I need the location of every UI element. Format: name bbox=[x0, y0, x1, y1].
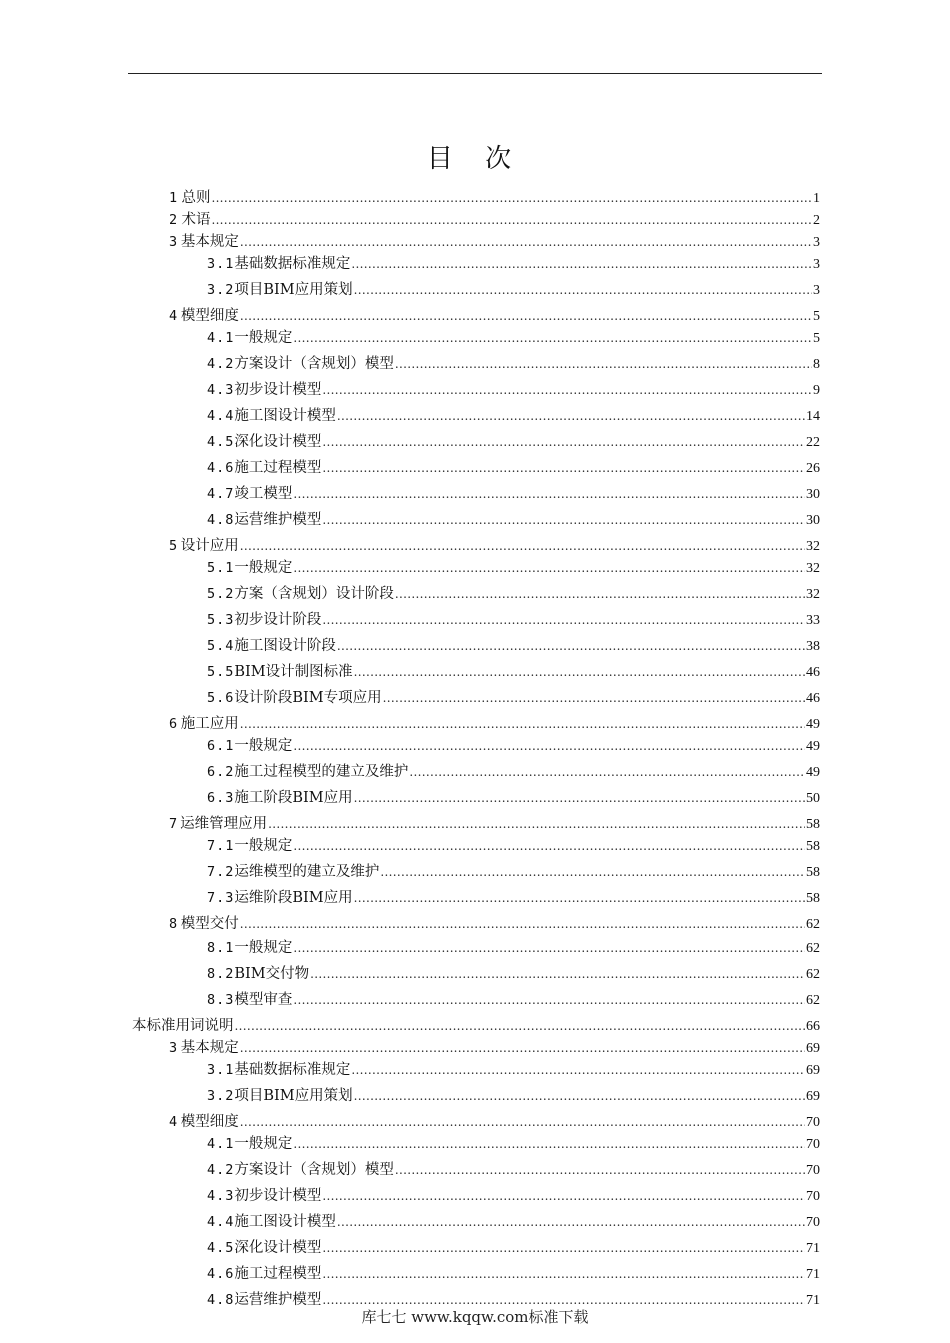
toc-entry[interactable] bbox=[169, 210, 820, 230]
toc-entry-label: 模型细度 bbox=[180, 308, 239, 324]
toc-entry-number: 5.2 bbox=[207, 586, 235, 602]
toc-entry-label: 初步设计阶段 bbox=[234, 612, 322, 628]
toc-entry-number: 3 bbox=[169, 1040, 178, 1056]
toc-entry[interactable] bbox=[207, 1186, 820, 1206]
toc-entry-number: 5.5 bbox=[207, 664, 235, 680]
toc-entry-label: 总则 bbox=[181, 190, 211, 206]
toc-entry[interactable] bbox=[207, 558, 820, 578]
toc-entry-label: 项目BIM应用策划 bbox=[234, 1088, 353, 1104]
toc-entry-label: 模型细度 bbox=[180, 1114, 239, 1130]
toc-leader-dots bbox=[354, 1086, 805, 1106]
toc-entry-number: 4 bbox=[169, 1114, 178, 1130]
toc-leader-dots bbox=[383, 688, 805, 708]
toc-entry-page: 62 bbox=[806, 967, 820, 982]
toc-leader-dots bbox=[395, 1160, 805, 1180]
toc-entry-number: 5 bbox=[169, 538, 178, 554]
toc-entry-label: 初步设计模型 bbox=[234, 1188, 322, 1204]
toc-entry-page: 8 bbox=[813, 357, 820, 372]
toc-entry-number: 3 bbox=[169, 234, 178, 250]
toc-entry[interactable] bbox=[207, 484, 820, 504]
toc-entry[interactable] bbox=[207, 888, 820, 908]
toc-entry-page: 14 bbox=[806, 409, 820, 424]
toc-leader-dots bbox=[395, 584, 805, 604]
toc-leader-dots bbox=[240, 714, 805, 734]
toc-entry-number: 7.1 bbox=[207, 838, 235, 854]
toc-entry-page: 58 bbox=[806, 865, 820, 880]
toc-entry[interactable] bbox=[207, 328, 820, 348]
toc-entry-page: 50 bbox=[806, 791, 820, 806]
toc-entry-page: 71 bbox=[806, 1241, 820, 1256]
toc-leader-dots bbox=[322, 432, 805, 452]
toc-entry[interactable] bbox=[207, 836, 820, 856]
toc-leader-dots bbox=[409, 762, 805, 782]
toc-entry[interactable] bbox=[169, 814, 820, 834]
toc-entry-label: 运营维护模型 bbox=[234, 512, 322, 528]
toc-leader-dots bbox=[322, 1238, 805, 1258]
toc-entry-number: 6.2 bbox=[207, 764, 235, 780]
toc-entry-page: 5 bbox=[813, 331, 820, 346]
toc-entry-page: 30 bbox=[806, 513, 820, 528]
toc-entry-page: 46 bbox=[806, 665, 820, 680]
toc-entry-label: 方案设计（含规划）模型 bbox=[234, 1162, 394, 1178]
toc-entry-page: 70 bbox=[806, 1189, 820, 1204]
toc-entry-number: 3.1 bbox=[207, 256, 235, 272]
toc-entry[interactable] bbox=[207, 280, 820, 300]
toc-entry[interactable] bbox=[207, 458, 820, 478]
toc-entry-label: 竣工模型 bbox=[234, 486, 293, 502]
toc-entry-number: 4.6 bbox=[207, 460, 235, 476]
toc-entry-number: 4.3 bbox=[207, 382, 235, 398]
toc-entry[interactable] bbox=[207, 510, 820, 530]
toc-leader-dots bbox=[293, 558, 805, 578]
toc-entry-label: 一般规定 bbox=[234, 940, 293, 956]
toc-entry-label: 运维阶段BIM应用 bbox=[234, 890, 353, 906]
toc-entry[interactable] bbox=[169, 1112, 820, 1132]
toc-entry-number: 4.2 bbox=[207, 1162, 235, 1178]
toc-leader-dots bbox=[322, 1186, 805, 1206]
toc-entry-page: 58 bbox=[806, 817, 820, 832]
toc-entry-label: 术语 bbox=[181, 212, 211, 228]
toc-entry[interactable] bbox=[207, 1060, 820, 1080]
toc-entry-number: 2 bbox=[169, 212, 178, 228]
toc-entry-page: 32 bbox=[806, 561, 820, 576]
toc-entry-page: 71 bbox=[806, 1293, 820, 1308]
toc-entry[interactable] bbox=[169, 232, 820, 252]
toc-leader-dots bbox=[293, 836, 805, 856]
toc-entry-page: 49 bbox=[806, 717, 820, 732]
toc-entry-page: 69 bbox=[806, 1089, 820, 1104]
toc-entry-number: 7.3 bbox=[207, 890, 235, 906]
toc-leader-dots bbox=[337, 1212, 805, 1232]
toc-entry-number: 3.2 bbox=[207, 282, 235, 298]
toc-entry[interactable] bbox=[207, 862, 820, 882]
toc-leader-dots bbox=[240, 306, 812, 326]
toc-entry-number: 8.1 bbox=[207, 940, 235, 956]
toc-entry-page: 62 bbox=[806, 917, 820, 932]
toc-entry-number: 3.1 bbox=[207, 1062, 235, 1078]
toc-leader-dots bbox=[293, 990, 805, 1010]
toc-entry-label: 方案设计（含规划）模型 bbox=[234, 356, 394, 372]
toc-leader-dots bbox=[293, 484, 805, 504]
toc-entry-page: 3 bbox=[813, 257, 820, 272]
toc-entry-page: 66 bbox=[806, 1019, 820, 1034]
toc-entry[interactable] bbox=[169, 306, 820, 326]
toc-leader-dots bbox=[293, 938, 805, 958]
toc-entry-number: 5.1 bbox=[207, 560, 235, 576]
toc-leader-dots bbox=[337, 406, 805, 426]
toc-entry-page: 22 bbox=[806, 435, 820, 450]
toc-entry[interactable] bbox=[132, 1016, 820, 1036]
toc-leader-dots bbox=[211, 210, 812, 230]
toc-entry[interactable] bbox=[169, 1038, 820, 1058]
toc-entry-number: 4.7 bbox=[207, 486, 235, 502]
toc-entry-number: 4.8 bbox=[207, 1292, 235, 1308]
toc-leader-dots bbox=[322, 610, 805, 630]
toc-entry-number: 8.3 bbox=[207, 992, 235, 1008]
toc-title: 目 次 bbox=[426, 144, 524, 174]
toc-leader-dots bbox=[240, 1038, 805, 1058]
toc-entry[interactable] bbox=[207, 762, 820, 782]
toc-leader-dots bbox=[240, 536, 805, 556]
toc-entry-label: 基础数据标准规定 bbox=[234, 256, 351, 272]
toc-entry-page: 38 bbox=[806, 639, 820, 654]
toc-entry-number: 4.6 bbox=[207, 1266, 235, 1282]
toc-entry-page: 62 bbox=[806, 993, 820, 1008]
toc-entry-number: 4.3 bbox=[207, 1188, 235, 1204]
toc-entry-label: 施工过程模型 bbox=[234, 1266, 322, 1282]
toc-entry-page: 26 bbox=[806, 461, 820, 476]
toc-entry-number: 5.3 bbox=[207, 612, 235, 628]
toc-entry-number: 4.8 bbox=[207, 512, 235, 528]
toc-entry-number: 6.3 bbox=[207, 790, 235, 806]
toc-entry-label: BIM交付物 bbox=[234, 966, 310, 982]
toc-entry[interactable] bbox=[207, 584, 820, 604]
toc-entry[interactable] bbox=[207, 406, 820, 426]
toc-entry[interactable] bbox=[207, 1134, 820, 1154]
toc-entry[interactable] bbox=[207, 788, 820, 808]
toc-entry-label: 模型审查 bbox=[234, 992, 293, 1008]
toc-leader-dots bbox=[322, 510, 805, 530]
toc-entry-page: 9 bbox=[813, 383, 820, 398]
toc-entry[interactable] bbox=[207, 938, 820, 958]
toc-entry-label: 施工过程模型 bbox=[234, 460, 322, 476]
toc-entry-label: 一般规定 bbox=[234, 1136, 293, 1152]
toc-entry-label: 施工应用 bbox=[180, 716, 239, 732]
toc-entry-label: 深化设计模型 bbox=[234, 434, 322, 450]
toc-entry[interactable] bbox=[207, 1212, 820, 1232]
toc-entry[interactable] bbox=[207, 964, 820, 984]
toc-entry-number: 4.2 bbox=[207, 356, 235, 372]
toc-entry-page: 32 bbox=[806, 539, 820, 554]
toc-leader-dots bbox=[351, 1060, 805, 1080]
toc-entry[interactable] bbox=[207, 610, 820, 630]
toc-entry-page: 71 bbox=[806, 1267, 820, 1282]
toc-entry-number: 5.4 bbox=[207, 638, 235, 654]
toc-entry-page: 5 bbox=[813, 309, 820, 324]
toc-leader-dots bbox=[293, 736, 805, 756]
toc-entry-page: 69 bbox=[806, 1041, 820, 1056]
toc-entry-number: 4.4 bbox=[207, 408, 235, 424]
toc-entry[interactable] bbox=[207, 636, 820, 656]
toc-entry-label: 运维管理应用 bbox=[180, 816, 268, 832]
toc-entry-page: 69 bbox=[806, 1063, 820, 1078]
toc-entry-label: 施工图设计模型 bbox=[234, 1214, 336, 1230]
toc-entry-number: 7.2 bbox=[207, 864, 235, 880]
toc-leader-dots bbox=[240, 232, 812, 252]
toc-entry-page: 49 bbox=[806, 765, 820, 780]
toc-entry[interactable] bbox=[207, 662, 820, 682]
toc-leader-dots bbox=[354, 662, 805, 682]
toc-entry-page: 49 bbox=[806, 739, 820, 754]
toc-entry-label: 设计阶段BIM专项应用 bbox=[234, 690, 382, 706]
toc-entry-label: 基本规定 bbox=[180, 1040, 239, 1056]
toc-leader-dots bbox=[322, 458, 805, 478]
toc-entry-label: 一般规定 bbox=[234, 738, 293, 754]
toc-entry-page: 3 bbox=[813, 235, 820, 250]
toc-leader-dots bbox=[354, 788, 805, 808]
toc-entry-page: 2 bbox=[813, 213, 820, 228]
toc-entry[interactable] bbox=[207, 432, 820, 452]
toc-entry-number: 3.2 bbox=[207, 1088, 235, 1104]
toc-entry-number: 4 bbox=[169, 308, 178, 324]
toc-entry[interactable] bbox=[207, 380, 820, 400]
toc-entry[interactable] bbox=[207, 1238, 820, 1258]
toc-entry[interactable] bbox=[207, 736, 820, 756]
toc-entry-page: 62 bbox=[806, 941, 820, 956]
toc-entry-page: 33 bbox=[806, 613, 820, 628]
toc-entry-page: 46 bbox=[806, 691, 820, 706]
footer-watermark: 库七七 www.kqqw.com标准下载 bbox=[361, 1308, 589, 1326]
toc-entry-label: BIM设计制图标准 bbox=[234, 664, 353, 680]
toc-entry[interactable] bbox=[207, 1264, 820, 1284]
toc-entry[interactable] bbox=[207, 688, 820, 708]
toc-entry[interactable] bbox=[169, 536, 820, 556]
toc-leader-dots bbox=[310, 964, 805, 984]
toc-entry-label: 运维模型的建立及维护 bbox=[234, 864, 380, 880]
toc-entry[interactable] bbox=[207, 254, 820, 274]
toc-entry-label: 深化设计模型 bbox=[234, 1240, 322, 1256]
toc-leader-dots bbox=[395, 354, 812, 374]
toc-entry-page: 58 bbox=[806, 891, 820, 906]
toc-entry-number: 4.1 bbox=[207, 330, 235, 346]
toc-entry[interactable] bbox=[207, 1086, 820, 1106]
toc-entry-label: 初步设计模型 bbox=[234, 382, 322, 398]
toc-entry-label: 施工阶段BIM应用 bbox=[234, 790, 353, 806]
toc-entry-label: 本标准用词说明 bbox=[132, 1018, 234, 1034]
toc-entry-label: 模型交付 bbox=[180, 916, 239, 932]
toc-entry-label: 施工图设计模型 bbox=[234, 408, 336, 424]
toc-entry-page: 3 bbox=[813, 283, 820, 298]
toc-entry-label: 方案（含规划）设计阶段 bbox=[234, 586, 394, 602]
toc-entry[interactable] bbox=[169, 914, 820, 934]
toc-entry[interactable] bbox=[207, 354, 820, 374]
toc-leader-dots bbox=[337, 636, 805, 656]
toc-entry-page: 1 bbox=[813, 191, 820, 206]
toc-leader-dots bbox=[354, 888, 805, 908]
toc-entry-number: 1 bbox=[169, 190, 178, 206]
toc-leader-dots bbox=[293, 1134, 805, 1154]
toc-entry-page: 32 bbox=[806, 587, 820, 602]
toc-leader-dots bbox=[240, 914, 805, 934]
toc-entry[interactable] bbox=[207, 1160, 820, 1180]
toc-entry[interactable] bbox=[207, 990, 820, 1010]
toc-entry-label: 施工过程模型的建立及维护 bbox=[234, 764, 409, 780]
toc-entry-page: 70 bbox=[806, 1115, 820, 1130]
toc-entry-number: 7 bbox=[169, 816, 178, 832]
toc-entry-number: 8.2 bbox=[207, 966, 235, 982]
toc-entry-number: 4.1 bbox=[207, 1136, 235, 1152]
toc-leader-dots bbox=[211, 188, 812, 208]
toc-leader-dots bbox=[322, 380, 812, 400]
toc-entry-label: 一般规定 bbox=[234, 838, 293, 854]
toc-entry-label: 一般规定 bbox=[234, 560, 293, 576]
toc-entry-number: 4.4 bbox=[207, 1214, 235, 1230]
toc-leader-dots bbox=[322, 1264, 805, 1284]
toc-entry-label: 基础数据标准规定 bbox=[234, 1062, 351, 1078]
toc-leader-dots bbox=[235, 1016, 806, 1036]
toc-entry-label: 基本规定 bbox=[180, 234, 239, 250]
toc-entry-number: 5.6 bbox=[207, 690, 235, 706]
toc-entry-number: 4.5 bbox=[207, 1240, 235, 1256]
toc-entry-page: 70 bbox=[806, 1163, 820, 1178]
toc-entry-page: 70 bbox=[806, 1137, 820, 1152]
toc-entry-page: 30 bbox=[806, 487, 820, 502]
toc-leader-dots bbox=[293, 328, 812, 348]
toc-entry-label: 项目BIM应用策划 bbox=[234, 282, 353, 298]
toc-leader-dots bbox=[380, 862, 805, 882]
toc-entry-number: 6 bbox=[169, 716, 178, 732]
toc-leader-dots bbox=[240, 1112, 805, 1132]
toc-entry-page: 70 bbox=[806, 1215, 820, 1230]
toc-entry-label: 设计应用 bbox=[180, 538, 239, 554]
toc-leader-dots bbox=[354, 280, 812, 300]
toc-leader-dots bbox=[268, 814, 805, 834]
toc-entry[interactable] bbox=[169, 714, 820, 734]
toc-entry-page: 58 bbox=[806, 839, 820, 854]
toc-entry-label: 一般规定 bbox=[234, 330, 293, 346]
toc-entry-number: 6.1 bbox=[207, 738, 235, 754]
toc-entry[interactable] bbox=[169, 188, 820, 208]
toc-entry-label: 运营维护模型 bbox=[234, 1292, 322, 1308]
toc-entry-label: 施工图设计阶段 bbox=[234, 638, 336, 654]
toc-leader-dots bbox=[351, 254, 812, 274]
toc-entry-number: 4.5 bbox=[207, 434, 235, 450]
toc-entry-number: 8 bbox=[169, 916, 178, 932]
